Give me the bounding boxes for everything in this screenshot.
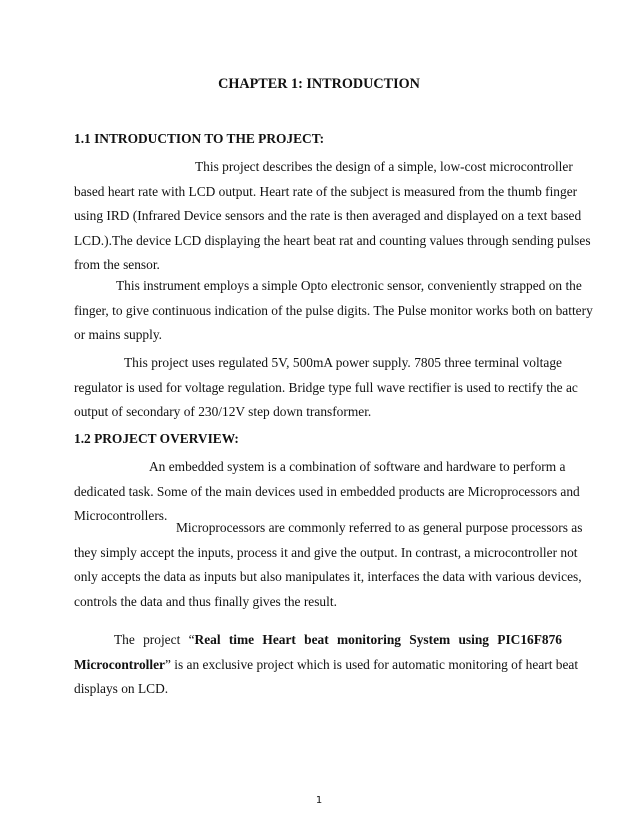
paragraph-line: This project describes the design of a simple, low-cost microcontroller (195, 159, 573, 174)
paragraph-line: LCD.).The device LCD displaying the heart beat rat and counting values through sending pulses (74, 232, 591, 248)
section-heading-introduction: 1.1 INTRODUCTION TO THE PROJECT: (74, 131, 325, 146)
paragraph-line: This instrument employs a simple Opto electronic sensor, conveniently strapped on the (116, 278, 582, 293)
project-title-bold-cont: Microcontroller (74, 656, 165, 672)
project-title-bold: Real time Heart beat monitoring System using PIC16F876 (194, 632, 562, 647)
paragraph-line: they simply accept the inputs, process it and give the output. In contrast, a microcontroller not (74, 544, 578, 560)
paragraph-line: output of secondary of 230/12V step down transformer. (74, 404, 372, 419)
section-heading-overview: 1.2 PROJECT OVERVIEW: (74, 431, 239, 446)
page-number: 1 (315, 795, 323, 806)
paragraph-line: displays on LCD. (74, 681, 169, 696)
paragraph-microprocessors (74, 516, 583, 614)
paragraph-line: dedicated task. Some of the main devices used in embedded products are Microprocessors and (74, 483, 580, 499)
paragraph-line: only accepts the data as inputs but also manipulates it, interfaces the data with various devices, (74, 569, 582, 584)
paragraph-line: using IRD (Infrared Device sensors and the rate is then averaged and displayed on a text based (74, 208, 582, 223)
paragraph-line (74, 653, 579, 678)
paragraph-line: finger, to give continuous indication of the pulse digits. The Pulse monitor works both on battery (74, 302, 593, 318)
paragraph-power-supply (74, 351, 578, 425)
paragraph-line: An embedded system is a combination of software and hardware to perform a (149, 459, 566, 474)
chapter-title: CHAPTER 1: INTRODUCTION (218, 76, 420, 92)
project-statement-rest: ” is an exclusive project which is used for automatic monitoring of heart beat (164, 656, 579, 672)
paragraph-line: regulator is used for voltage regulation. Bridge type full wave rectifier is used to rectify the ac (74, 379, 578, 395)
paragraph-line: based heart rate with LCD output. Heart rate of the subject is measured from the thumb finger (74, 183, 578, 199)
paragraph-line: or mains supply. (74, 327, 163, 342)
paragraph-line: controls the data and thus finally gives the result. (74, 593, 337, 609)
paragraph-project-description (74, 155, 591, 278)
paragraph-line (74, 628, 562, 653)
paragraph-line: Microprocessors are commonly referred to as general purpose processors as (176, 520, 583, 535)
paragraph-line: Microcontrollers. (74, 508, 168, 523)
paragraph-line: from the sensor. (74, 257, 160, 272)
paragraph-instrument (74, 274, 593, 348)
project-statement-prefix: The project “ (114, 632, 195, 647)
paragraph-line: This project uses regulated 5V, 500mA power supply. 7805 three terminal voltage (124, 355, 562, 370)
paragraph-project-statement (74, 628, 579, 702)
